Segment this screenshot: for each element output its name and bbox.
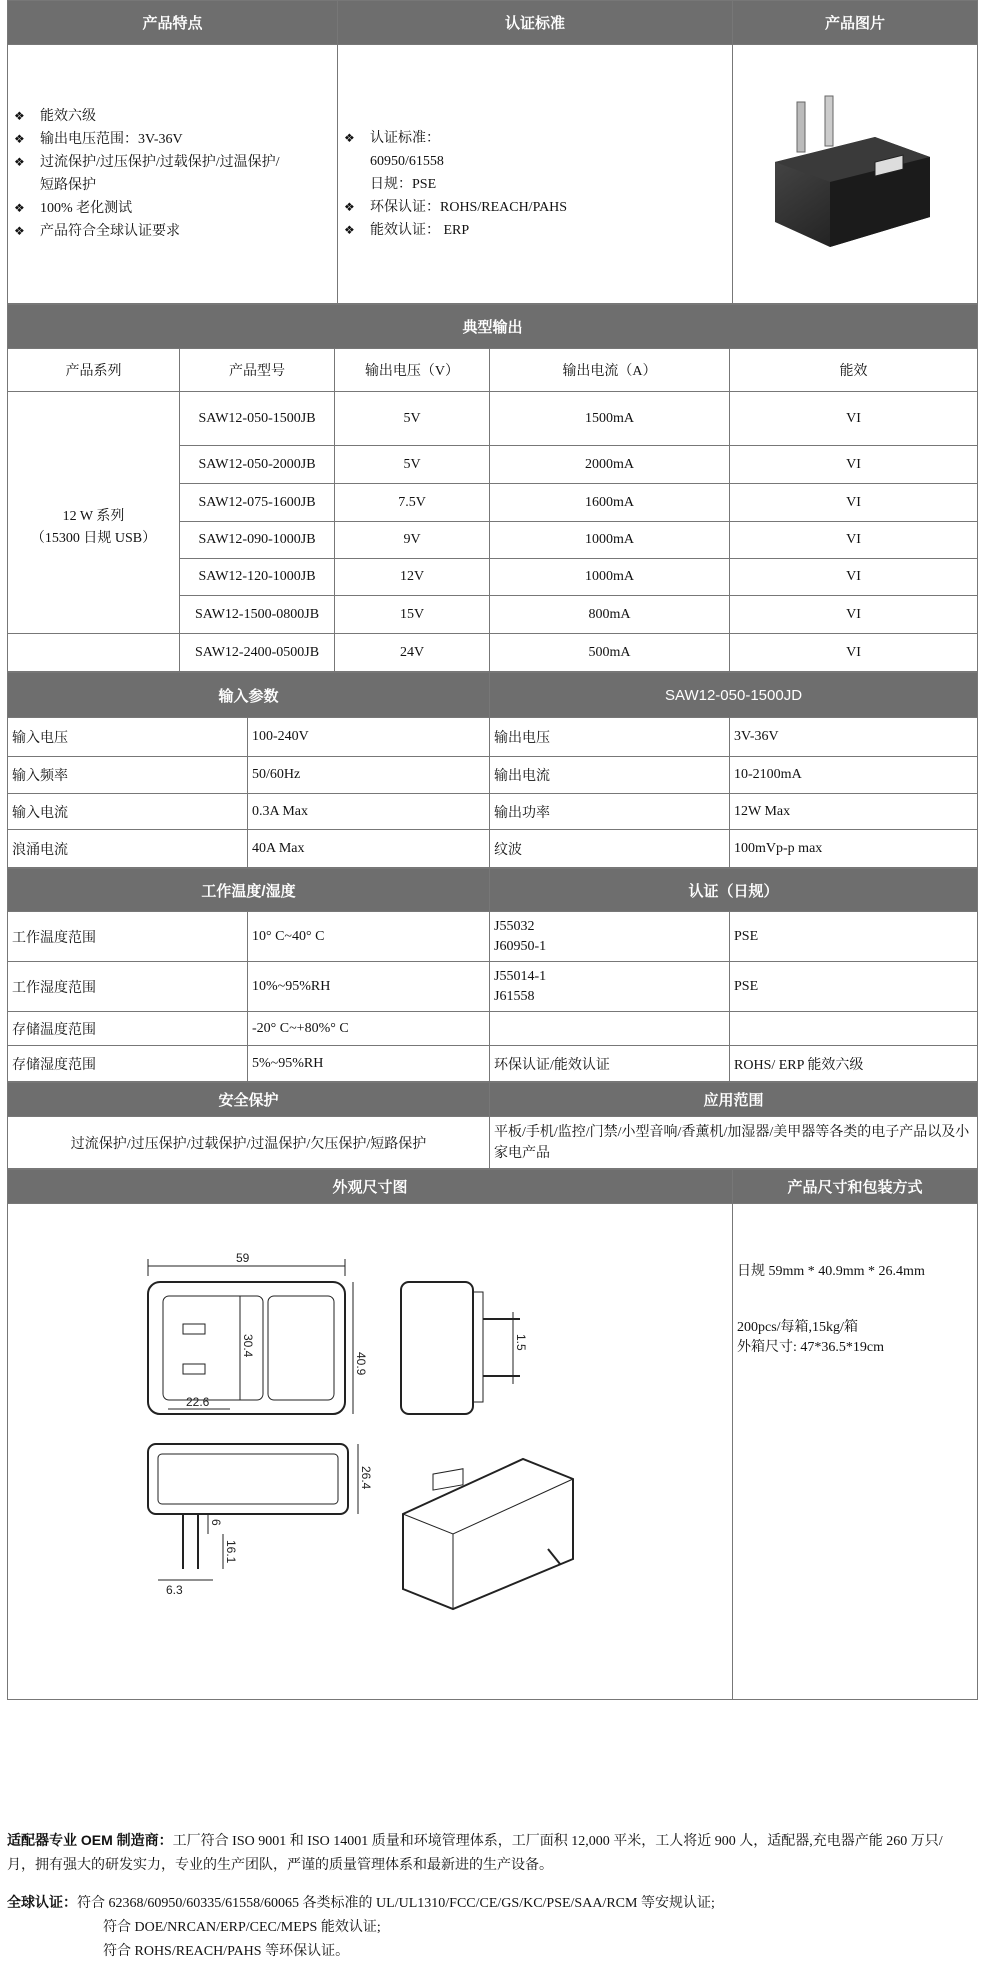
typical-output-title: 典型输出 [8, 305, 978, 349]
dim-height: 40.9 [354, 1352, 368, 1376]
param-label: 纹波 [490, 830, 730, 868]
safety-title: 安全保护 [8, 1083, 490, 1117]
param-value: 3V-36V [730, 718, 978, 757]
param-label: 输出电流 [490, 757, 730, 794]
series-note: （15300 日规 USB） [30, 530, 157, 546]
current-cell: 1500mA [490, 392, 730, 446]
param-value: 50/60Hz [248, 757, 490, 794]
current-cell: 800mA [490, 596, 730, 634]
cert-item: ❖ 认证标准： [342, 127, 728, 150]
box-size: 外箱尺寸: 47*36.5*19cm [737, 1340, 884, 1355]
model-cell: SAW12-120-1000JB [180, 559, 335, 596]
global-cert-line: 符合 62368/60950/60335/61558/60065 各类标准的 UL/UL1310/FCC/CE/GS/KC/PSE/SAA/RCM 等安规认证; [77, 1896, 715, 1911]
cert-item: ❖ 能效认证： ERP [342, 219, 728, 242]
model-cell: SAW12-075-1600JB [180, 484, 335, 522]
product-photo [755, 82, 955, 262]
feature-item: ❖ 能效六级 [12, 105, 333, 128]
param-label: 输入频率 [8, 757, 248, 794]
param-label: 输入电压 [8, 718, 248, 757]
model-cell: SAW12-2400-0500JB [180, 634, 335, 672]
current-cell: 1000mA [490, 559, 730, 596]
voltage-cell: 7.5V [335, 484, 490, 522]
env-value: 10%~95%RH [248, 962, 490, 1012]
params-table [7, 672, 978, 868]
product-size: 日规 59mm * 40.9mm * 26.4mm [737, 1264, 925, 1279]
dim-step: 6 [209, 1519, 223, 1526]
features-list-cell [8, 45, 338, 304]
typical-output-table [7, 304, 978, 672]
param-value: 40A Max [248, 830, 490, 868]
dim-pin-length: 16.1 [224, 1540, 238, 1564]
dim-plug-width: 22.6 [186, 1395, 210, 1409]
features-table [7, 0, 978, 304]
oem-label: 适配器专业 OEM 制造商： [7, 1832, 173, 1848]
pack-info: 200pcs/每箱,15kg/箱 [737, 1320, 858, 1335]
env-table [7, 868, 978, 1082]
dim-pin-spacing: 6.3 [166, 1583, 183, 1597]
efficiency-cell: VI [730, 484, 978, 522]
series-cell [8, 392, 180, 634]
features-list [12, 105, 333, 243]
jp-mark: PSE [730, 912, 978, 962]
oem-paragraph [7, 1828, 967, 1878]
dimensions-table [7, 1169, 978, 1700]
application-text: 平板/手机/监控/门禁/小型音响/香薰机/加湿器/美甲器等各类的电子产品以及小家电产品 [490, 1117, 978, 1169]
voltage-cell: 5V [335, 446, 490, 484]
param-label: 输入电流 [8, 794, 248, 830]
param-value: 12W Max [730, 794, 978, 830]
param-value: 100mVp-p max [730, 830, 978, 868]
cert-item: 日规：PSE [370, 176, 437, 192]
safety-text: 过流保护/过压保护/过载保护/过温保护/欠压保护/短路保护 [8, 1117, 490, 1169]
eco-cert-value: ROHS/ ERP 能效六级 [730, 1046, 978, 1082]
efficiency-cell: VI [730, 392, 978, 446]
global-cert-label: 全球认证： [7, 1894, 77, 1910]
voltage-cell: 24V [335, 634, 490, 672]
env-value: 5%~95%RH [248, 1046, 490, 1082]
cert-item: 60950/61558 [370, 153, 444, 169]
company-footer [7, 1828, 967, 1964]
cert-list-cell [338, 45, 733, 304]
efficiency-cell: VI [730, 634, 978, 672]
efficiency-cell: VI [730, 596, 978, 634]
param-label: 输出电压 [490, 718, 730, 757]
image-header: 产品图片 [733, 1, 978, 45]
voltage-cell: 12V [335, 559, 490, 596]
global-cert-block [7, 1890, 967, 1964]
current-cell: 2000mA [490, 446, 730, 484]
efficiency-cell: VI [730, 446, 978, 484]
model-cell: SAW12-050-2000JB [180, 446, 335, 484]
dim-drawing-title: 外观尺寸图 [8, 1170, 733, 1204]
param-value: 10-2100mA [730, 757, 978, 794]
jp-cert-title: 认证（日规） [490, 869, 978, 912]
model-cell: SAW12-050-1500JB [180, 392, 335, 446]
env-label: 存储湿度范围 [8, 1046, 248, 1082]
dim-width: 59 [236, 1251, 250, 1265]
input-params-title: 输入参数 [8, 673, 490, 718]
size-pack-cell [733, 1204, 978, 1700]
global-cert-line: 符合 ROHS/REACH/PAHS 等环保认证。 [103, 1944, 350, 1959]
cert-header: 认证标准 [338, 1, 733, 45]
current-cell: 1600mA [490, 484, 730, 522]
col-header: 输出电流（A） [490, 349, 730, 392]
jp-mark: PSE [730, 962, 978, 1012]
feature-item: ❖ 输出电压范围：3V-36V [12, 128, 333, 151]
jp-standard: J55032 J60950-1 [490, 912, 730, 962]
env-label: 工作湿度范围 [8, 962, 248, 1012]
feature-item: ❖ 100% 老化测试 [12, 197, 333, 220]
cert-list [342, 127, 728, 242]
env-title: 工作温度/湿度 [8, 869, 490, 912]
param-value: 100-240V [248, 718, 490, 757]
model-cell: SAW12-1500-0800JB [180, 596, 335, 634]
dim-depth: 26.4 [359, 1466, 373, 1490]
spec-sheet [7, 0, 977, 1700]
series-empty-cell [8, 634, 180, 672]
dim-plug-height: 30.4 [241, 1334, 255, 1358]
feature-item: ❖ 产品符合全球认证要求 [12, 220, 333, 243]
col-header: 能效 [730, 349, 978, 392]
cert-item: ❖ 环保认证：ROHS/REACH/PAHS [342, 196, 728, 219]
drawing-cell [8, 1204, 733, 1700]
col-header: 产品系列 [8, 349, 180, 392]
model-title: SAW12-050-1500JD [490, 673, 978, 718]
dimension-drawing [8, 1204, 725, 1698]
efficiency-cell: VI [730, 522, 978, 559]
feature-item: ❖ 过流保护/过压保护/过载保护/过温保护/ [12, 151, 333, 174]
model-cell: SAW12-090-1000JB [180, 522, 335, 559]
param-value: 0.3A Max [248, 794, 490, 830]
env-label: 存储温度范围 [8, 1012, 248, 1046]
oem-text: 工厂符合 ISO 9001 和 ISO 14001 质量和环境管理体系，工厂面积 12,000 平米，工人将近 900 人，适配器,充电器产能 260 万只/月，拥有强大的研发实力，专业的生产团队，严谨的质量管理体系和最新进的生产设备。 [7, 1834, 943, 1873]
env-value: -20° C~+80%° C [248, 1012, 490, 1046]
product-image-cell [733, 45, 978, 304]
voltage-cell: 15V [335, 596, 490, 634]
env-label: 工作温度范围 [8, 912, 248, 962]
jp-mark [730, 1012, 978, 1046]
eco-cert-label: 环保认证/能效认证 [490, 1046, 730, 1082]
current-cell: 500mA [490, 634, 730, 672]
feature-item: 短路保护 [40, 178, 96, 193]
jp-standard [490, 1012, 730, 1046]
global-cert-line: 符合 DOE/NRCAN/ERP/CEC/MEPS 能效认证; [103, 1920, 381, 1935]
series-name: 12 W 系列 [62, 508, 125, 524]
dim-pin-thickness: 1.5 [514, 1334, 528, 1351]
efficiency-cell: VI [730, 559, 978, 596]
param-label: 输出功率 [490, 794, 730, 830]
voltage-cell: 5V [335, 392, 490, 446]
jp-standard: J55014-1 J61558 [490, 962, 730, 1012]
voltage-cell: 9V [335, 522, 490, 559]
col-header: 输出电压（V） [335, 349, 490, 392]
size-pack-title: 产品尺寸和包装方式 [733, 1170, 978, 1204]
application-title: 应用范围 [490, 1083, 978, 1117]
current-cell: 1000mA [490, 522, 730, 559]
env-value: 10° C~40° C [248, 912, 490, 962]
param-label: 浪涌电流 [8, 830, 248, 868]
col-header: 产品型号 [180, 349, 335, 392]
features-header: 产品特点 [8, 1, 338, 45]
safety-table [7, 1082, 978, 1169]
